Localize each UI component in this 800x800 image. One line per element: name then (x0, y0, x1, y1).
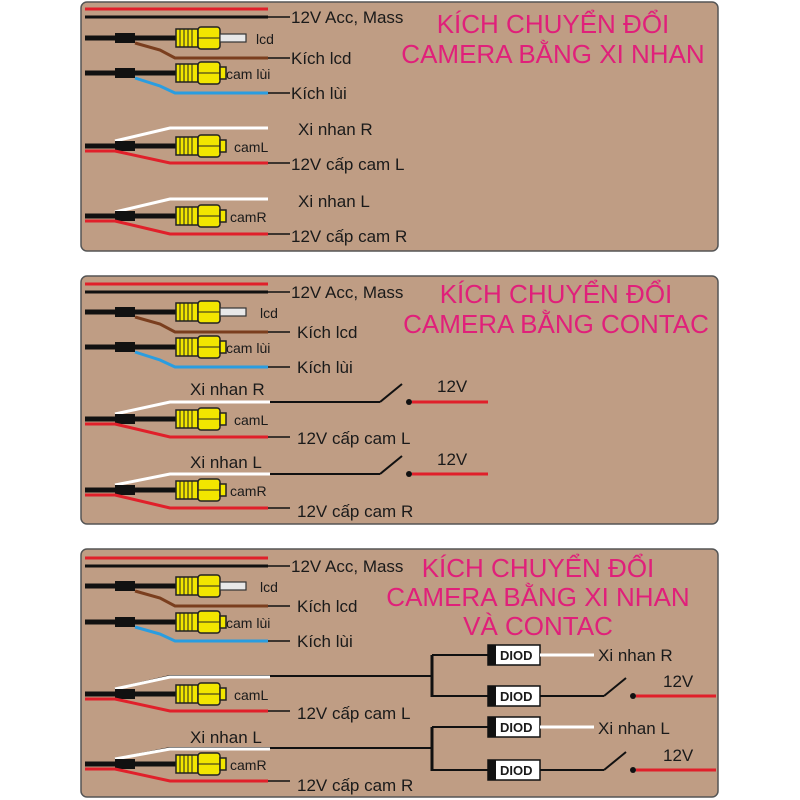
rca-connector-cam-lui (176, 611, 226, 633)
panel-title-line-3: VÀ CONTAC (463, 611, 613, 641)
caml-label: camL (234, 687, 269, 703)
switch-l-contact (630, 767, 636, 773)
acc-mass-label: 12V Acc, Mass (291, 557, 404, 576)
diode-3-label: DIOD (500, 720, 533, 735)
diode-2-label: DIOD (500, 689, 533, 704)
rca-connector-caml (176, 408, 226, 430)
cap-cam-r-label: 12V cấp cam R (291, 227, 408, 246)
cap-cam-l-label: 12V cấp cam L (291, 155, 405, 174)
xi-nhan-l-label: Xi nhan L (190, 728, 262, 747)
panel-xi-nhan-contac (81, 549, 718, 797)
switch-r-12v-label: 12V (663, 672, 694, 691)
acc-mass-label: 12V Acc, Mass (291, 283, 404, 302)
kich-lui-label: Kích lùi (297, 358, 353, 377)
panel-title-line-2: CAMERA BẰNG XI NHAN (386, 582, 690, 612)
kich-lcd-label: Kích lcd (297, 597, 358, 616)
caml-label: camL (234, 412, 269, 428)
cam-lui-label: cam lùi (226, 615, 271, 631)
kich-lcd-label: Kích lcd (297, 323, 358, 342)
switch-r-12v-label: 12V (437, 377, 468, 396)
panel-contac (81, 276, 718, 524)
rca-connector-camr (176, 205, 226, 227)
rca-connector-camr (176, 479, 226, 501)
lcd-label: lcd (256, 31, 274, 47)
camr-label: camR (230, 209, 267, 225)
xi-nhan-r-label: Xi nhan R (190, 380, 265, 399)
rca-connector-cam-lui (176, 336, 226, 358)
cap-cam-r-label: 12V cấp cam R (297, 776, 414, 795)
cap-cam-l-label: 12V cấp cam L (297, 704, 411, 723)
xi-nhan-r-label: Xi nhan R (598, 646, 673, 665)
xi-nhan-l-label: Xi nhan L (298, 192, 370, 211)
cap-cam-l-label: 12V cấp cam L (297, 429, 411, 448)
panel-xi-nhan (81, 2, 718, 251)
panel-title-line-2: CAMERA BẰNG XI NHAN (401, 39, 705, 69)
xi-nhan-r-label: Xi nhan R (298, 120, 373, 139)
rca-connector-caml (176, 683, 226, 705)
xi-nhan-l-right-label: Xi nhan L (598, 719, 670, 738)
panel-title-line-2: CAMERA BẰNG CONTAC (403, 309, 709, 339)
panel-title-line-1: KÍCH CHUYỂN ĐỔI (436, 9, 670, 39)
kich-lui-label: Kích lùi (297, 632, 353, 651)
kich-lui-label: Kích lùi (291, 84, 347, 103)
lcd-label: lcd (260, 579, 278, 595)
lcd-label: lcd (260, 305, 278, 321)
switch-l-12v-label: 12V (437, 450, 468, 469)
rca-connector-caml (176, 135, 226, 157)
rca-connector-camr (176, 753, 226, 775)
camr-label: camR (230, 757, 267, 773)
cap-cam-r-label: 12V cấp cam R (297, 502, 414, 521)
cam-lui-label: cam lùi (226, 340, 271, 356)
switch-r-contact (406, 399, 412, 405)
caml-label: camL (234, 139, 269, 155)
kich-lcd-label: Kích lcd (291, 49, 352, 68)
cam-lui-label: cam lùi (226, 66, 271, 82)
diode-4-label: DIOD (500, 763, 533, 778)
diode-1-label: DIOD (500, 648, 533, 663)
rca-connector-cam-lui (176, 62, 226, 84)
panel-title-line-1: KÍCH CHUYỂN ĐỔI (421, 553, 655, 583)
switch-l-12v-label: 12V (663, 746, 694, 765)
switch-l-contact (406, 471, 412, 477)
panel-title-line-1: KÍCH CHUYỂN ĐỔI (439, 279, 673, 309)
camr-label: camR (230, 483, 267, 499)
acc-mass-label: 12V Acc, Mass (291, 8, 404, 27)
xi-nhan-l-label: Xi nhan L (190, 453, 262, 472)
switch-r-contact (630, 693, 636, 699)
